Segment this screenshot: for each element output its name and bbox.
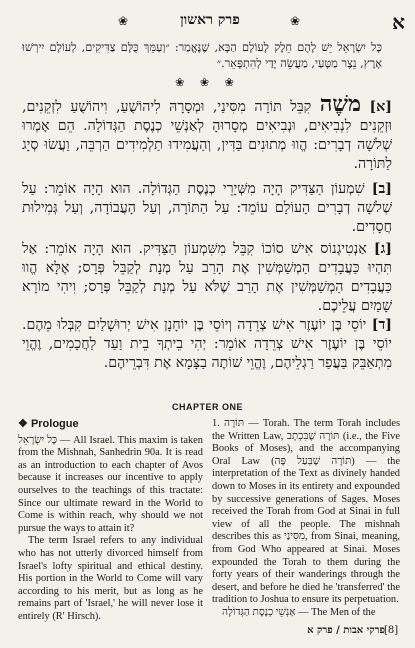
mishna-label: [ד] [371, 317, 392, 333]
mishna-label: [ג] [373, 241, 392, 257]
chapter-title: פרק ראשון [180, 12, 240, 28]
ornament-icon: ❀ [118, 14, 129, 28]
commentary-right-column [212, 418, 400, 620]
mishna-text: יוֹסֵי בֶּן יוֹעֶזֶר אִישׁ צְרֵדָה וְיוֹסֵי בֶּן יוֹחָנָן אִישׁ יְרוּשָׁלַיִם קִבְּלוּ מֵהֶם. יוֹסֵי בֶּן יוֹעֶזֶר אִישׁ צְרֵדָה אוֹמֵר: יְהִי בֵיתְךָ בֵית וַעַד לַחֲכָמִים, וֶהֱוֵי מִתְאַבֵּק בַּעֲפַר רַגְלֵיהֶם, וֶהֱוֵי שׁוֹתֶה בַצָּמָא אֶת דִּבְרֵיהֶם. [22, 317, 392, 371]
page-header [0, 10, 415, 32]
mishna-4 [22, 316, 392, 373]
commentary-paragraph: אַנְשֵׁי כְנֶסֶת הַגְּדוֹלָה — The Men of the [222, 606, 376, 618]
footer-title: פרקי אבות / פרק א [307, 625, 385, 636]
mishna-text: קִבֵּל תּוֹרָה מִסִּינַי, וּמְסָרָהּ לִיהוֹשֻׁעַ, וִיהוֹשֻׁעַ לִזְקֵנִים, וּזְקֵנִים לִנְבִיאִים, וּנְבִיאִים מְסָרוּהָ לְאַנְשֵׁי כְנֶסֶת הַגְּדוֹלָה. הֵם אָמְרוּ שְׁלשָׁה דְבָרִים: הֱווּ מְתוּנִים בַּדִּין, וְהַעֲמִידוּ תַלְמִידִים הַרְבֵּה, וַעֲשׂוּ סְיָג לַתּוֹרָה. [22, 99, 392, 172]
page-number: [8] [384, 625, 399, 636]
mishna-label: [א] [369, 99, 392, 115]
prologue-heading [18, 418, 203, 431]
commentary-left-column [18, 418, 203, 624]
chapter-heading: CHAPTER ONE [171, 402, 243, 412]
commentary-paragraph: The term Israel refers to any individual who has not utterly divorced himself from Israel's lofty spiritual and ethical destiny. His portion in the World to Come will vary according to his merit, but as long as he remains part of 'Israel,' he will never lose it entirely (R' Hirsch). [18, 535, 203, 622]
diamond-icon: ❖ [18, 418, 28, 430]
mishna-label: [ב] [371, 181, 392, 197]
mishna-2 [22, 180, 392, 237]
mishna-text: אַנְטִיגְנוֹס אִישׁ סוֹכוֹ קִבֵּל מִשִּׁמְעוֹן הַצַּדִּיק. הוּא הָיָה אוֹמֵר: אַל תִּהְיוּ כַּעֲבָדִים הַמְשַׁמְּשִׁין אֶת הָרַב עַל מְנָת לְקַבֵּל פְּרָס; אֶלָּא הֱווּ כַּעֲבָדִים הַמְשַׁמְּשִׁין אֶת הָרַב שֶׁלֹּא עַל מְנָת לְקַבֵּל פְּרָס; וִיהִי מוֹרָא שָׁמַיִם עֲלֵיכֶם. [22, 241, 392, 314]
mishna-1 [22, 91, 392, 174]
commentary-paragraph: 1. תּוֹרָה — Torah. The term Torah includes the Written Law, תּוֹרָה שֶׁבִּכְתָב (i.e., the Five Books of Moses), and the accompanying Oral Law (תּוֹרָה שֶׁבְּעַל פֶּה) — the interpretation of the Text as divinely handed down to Moses in its entirety and expounded by successive generations of Sages. Moses received the Torah from God at Sinai in full view of all the people. The mishnah describes this as מִסִּינַי, from Sinai, meaning, from God Who appeared at Sinai. Moses expounded the Torah to them during the forty years of their wanderings through the desert, and before he died he 'transferred' the tradition to Joshua to ensure its perpetuation. [212, 418, 400, 606]
page-footer [0, 625, 415, 641]
ornament-icon: ❀ [290, 14, 301, 28]
chapter-letter: א [392, 10, 405, 34]
mishna-first-word: משֶׁה [319, 91, 361, 117]
mishna-text: שִׁמְעוֹן הַצַּדִּיק הָיָה מִשְּׁיָרֵי כְנֶסֶת הַגְּדוֹלָה. הוּא הָיָה אוֹמֵר: עַל שְׁלשָׁה דְבָרִים הָעוֹלָם עוֹמֵד: עַל הַתּוֹרָה, וְעַל הָעֲבוֹדָה, וְעַל גְּמִילוּת חֲסָדִים. [22, 181, 392, 235]
prologue-label: Prologue [30, 418, 79, 430]
commentary-paragraph: כָּל יִשְׂרָאֵל — All Israel. This maxim is taken from the Mishnah, Sanhedrin 90a. It is read as an introduction to each chapter of Avos because it increases our incentive to apply ourselves to the teachings of this tractate: Since our ultimate reward in the World to Come is within reach, why should we not pursue the ways to attain it? [18, 434, 203, 534]
separator-stars: ❀ ❀ ❀ [175, 76, 240, 89]
intro-verse: כָּל יִשְׂרָאֵל יֵשׁ לָהֶם חֵלֶק לָעוֹלָם הַבָּא, שֶׁנֶּאֱמַר: ״וְעַמֵּךְ כֻּלָּם צַדִּיקִים, לְעוֹלָם יִירְשׁוּ אָרֶץ, נֵצֶר מַטָּעַי, מַעֲשֵׂה יָדַי לְהִתְפָּאֵר.״ [22, 41, 382, 70]
mishna-3 [22, 240, 392, 316]
